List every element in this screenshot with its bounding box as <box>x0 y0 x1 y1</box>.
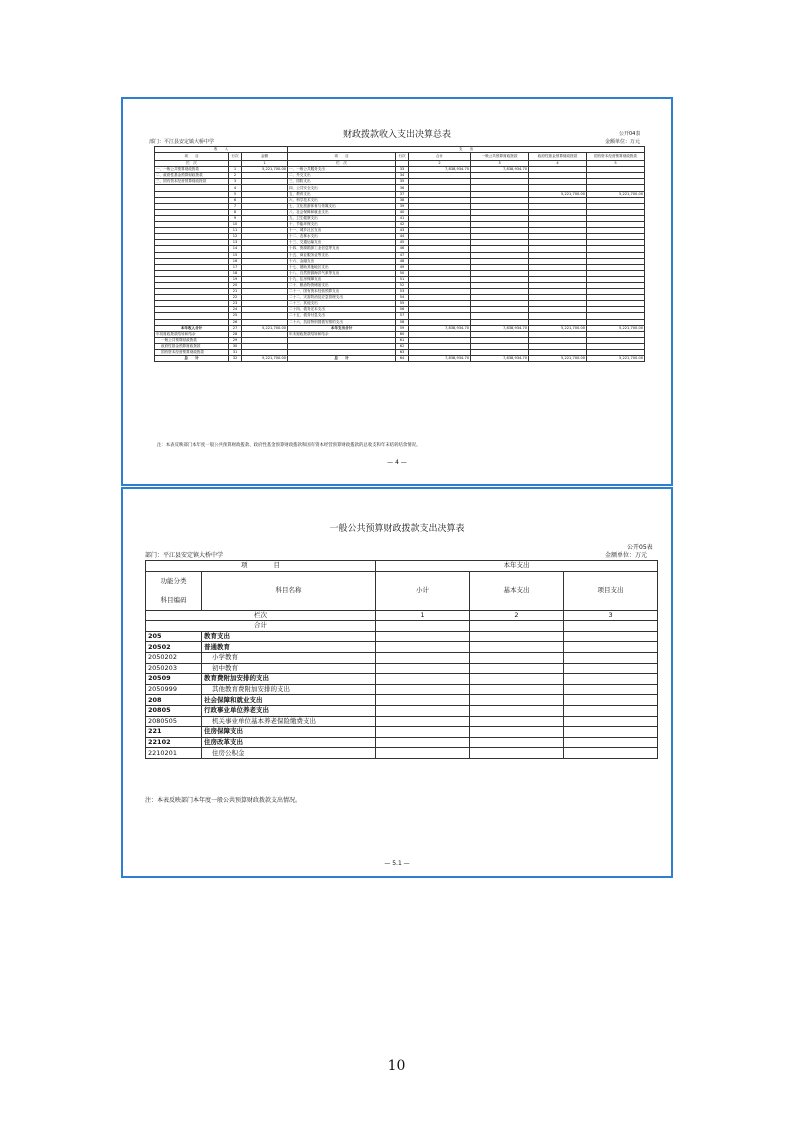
income-row-no: 14 <box>229 246 242 252</box>
subject-name: 社会保障和就业支出 <box>202 695 376 706</box>
income-row-no: 3 <box>229 179 242 185</box>
col-income-item: 项 目 <box>155 153 229 161</box>
expense-row-no: 42 <box>396 222 409 228</box>
carry-ex-item: 年末财政拨款结转和结余 <box>288 331 396 337</box>
amount-cell <box>564 705 658 716</box>
grand-total: 7,838,934.70 <box>409 356 471 362</box>
income-row-no: 13 <box>229 240 242 246</box>
expense-total-general: 7,838,934.70 <box>471 325 529 331</box>
lanci-col-1: 1 <box>376 610 470 621</box>
income-row-no: 9 <box>229 215 242 221</box>
income-row-no: 19 <box>229 276 242 282</box>
amount-cell <box>564 684 658 695</box>
amount-cell <box>470 727 564 738</box>
amount-cell <box>470 748 564 759</box>
income-row-no: 1 <box>229 167 242 173</box>
subject-name: 住房改革支出 <box>202 737 376 748</box>
income-row-no: 11 <box>229 228 242 234</box>
expense-item: 九、卫生健康支出 <box>288 215 396 221</box>
amount-cell <box>564 737 658 748</box>
subject-name: 机关事业单位基本养老保险缴费支出 <box>202 716 376 727</box>
expense-row-no: 45 <box>396 240 409 246</box>
expense-item: 三、国防支出 <box>288 179 396 185</box>
expense-row-no: 50 <box>396 270 409 276</box>
doc2-expense-table <box>145 560 658 759</box>
amount-cell <box>470 663 564 674</box>
subject-name: 教育支出 <box>202 631 376 642</box>
carry-ex-no: 60 <box>396 331 409 337</box>
table-row <box>146 663 658 674</box>
lanci-label-2: 栏 次 <box>288 161 396 167</box>
carry-in-item: 国有资本经营预算财政拨款 <box>155 350 229 356</box>
carry-ex-no: 62 <box>396 343 409 349</box>
income-row-no: 26 <box>229 319 242 325</box>
income-amount: 5,221,700.00 <box>242 167 288 173</box>
amount-cell <box>376 727 470 738</box>
col-year-expense: 本年支出 <box>376 561 658 572</box>
doc2-note: 注：本表反映部门本年度一般公共预算财政拨款支出情况。 <box>145 797 302 804</box>
income-total-amount: 5,221,700.00 <box>242 325 288 331</box>
document-page-5 <box>121 487 673 878</box>
amount-cell <box>564 748 658 759</box>
table-row <box>146 748 658 759</box>
expense-row-no: 58 <box>396 319 409 325</box>
expense-row-no: 55 <box>396 301 409 307</box>
amount-cell <box>564 663 658 674</box>
income-row-no: 7 <box>229 203 242 209</box>
table-row <box>146 716 658 727</box>
amount-cell <box>376 631 470 642</box>
income-row-no: 24 <box>229 307 242 313</box>
lanci-col-3: 3 <box>564 610 658 621</box>
expense-item: 二十四、债务还本支出 <box>288 307 396 313</box>
subject-name: 普通教育 <box>202 642 376 653</box>
income-row-no: 23 <box>229 301 242 307</box>
amount-cell <box>376 642 470 653</box>
table-row <box>146 727 658 738</box>
amount-cell <box>376 674 470 685</box>
amount-cell <box>470 737 564 748</box>
col-expense-row: 行次 <box>396 153 409 161</box>
lanci-row: 栏次 <box>146 610 376 621</box>
col-proj: 项目支出 <box>564 571 658 610</box>
amount-cell <box>564 727 658 738</box>
expense-row-no: 46 <box>396 246 409 252</box>
doc1-summary-table <box>154 146 645 362</box>
carry-ex-no: 61 <box>396 337 409 343</box>
expense-row-no: 39 <box>396 203 409 209</box>
expense-item: 十、节能环保支出 <box>288 222 396 228</box>
expense-row-no: 40 <box>396 209 409 215</box>
expense-total-total: 7,838,934.70 <box>409 325 471 331</box>
table-row <box>146 737 658 748</box>
subject-code: 2050203 <box>146 663 202 674</box>
income-row-no: 4 <box>229 185 242 191</box>
expense-total-state: 5,221,700.00 <box>587 325 645 331</box>
income-row-no: 2 <box>229 173 242 179</box>
expense-row-no: 47 <box>396 252 409 258</box>
col-subtotal: 小计 <box>376 571 470 610</box>
lanci-3: 3 <box>471 161 529 167</box>
amount-cell <box>564 652 658 663</box>
expense-item: 十七、援助其他地区支出 <box>288 264 396 270</box>
expense-item: 十四、资源勘探工业信息等支出 <box>288 246 396 252</box>
expense-general: 7,838,934.70 <box>471 167 529 173</box>
doc2-form-code: 公开05表 <box>627 544 653 551</box>
income-header: 收 入 <box>155 147 288 153</box>
income-row-no: 22 <box>229 295 242 301</box>
col-state: 国有资本经营预算财政拨款 <box>587 153 645 161</box>
subject-name: 其他教育费附加安排的支出 <box>202 684 376 695</box>
amount-cell <box>376 695 470 706</box>
subject-code: 20805 <box>146 705 202 716</box>
expense-item: 十六、金融支出 <box>288 258 396 264</box>
table-row <box>146 695 658 706</box>
grand-ex-no: 64 <box>396 356 409 362</box>
lanci-5: 5 <box>587 161 645 167</box>
col-income-row: 行次 <box>229 153 242 161</box>
expense-item: 二十三、其他支出 <box>288 301 396 307</box>
lanci-2: 2 <box>409 161 471 167</box>
expense-row-no: 33 <box>396 167 409 173</box>
subject-code: 2210201 <box>146 748 202 759</box>
income-row-no: 17 <box>229 264 242 270</box>
subject-code: 2050202 <box>146 652 202 663</box>
amount-cell <box>470 684 564 695</box>
carry-in-no: 29 <box>229 337 242 343</box>
expense-total: 7,838,934.70 <box>409 167 471 173</box>
expense-row-no: 35 <box>396 179 409 185</box>
income-row-no: 25 <box>229 313 242 319</box>
income-row-no: 15 <box>229 252 242 258</box>
expense-row-no: 57 <box>396 313 409 319</box>
amount-cell <box>564 716 658 727</box>
col-code: 科目编码 <box>146 591 202 611</box>
expense-row-no: 44 <box>396 234 409 240</box>
carry-in-item: 一般公共预算财政拨款 <box>155 337 229 343</box>
grand-general: 7,838,934.70 <box>471 356 529 362</box>
income-item: 二、政府性基金预算财政拨款 <box>155 173 229 179</box>
table-row <box>146 642 658 653</box>
doc1-page-number: — 4 — <box>387 459 407 466</box>
col-basic: 基本支出 <box>470 571 564 610</box>
amount-cell <box>376 684 470 695</box>
expense-item: 一、一般公共服务支出 <box>288 167 396 173</box>
subject-code: 205 <box>146 631 202 642</box>
col-income-amount: 金额 <box>242 153 288 161</box>
col-total: 合计 <box>409 153 471 161</box>
subject-code: 2080505 <box>146 716 202 727</box>
expense-row-no: 56 <box>396 307 409 313</box>
income-row-no: 20 <box>229 282 242 288</box>
doc1-department: 部门：平江县安定镇大桥中学 <box>149 139 215 145</box>
subject-code: 22102 <box>146 737 202 748</box>
subject-name: 小学教育 <box>202 652 376 663</box>
col-general: 一般公共预算财政拨款 <box>471 153 529 161</box>
grand-ex-label: 总 计 <box>288 356 396 362</box>
expense-total-label: 本年支出合计 <box>288 325 396 331</box>
total-row-label: 合计 <box>146 621 376 632</box>
subject-name: 教育费附加安排的支出 <box>202 674 376 685</box>
income-row-no: 21 <box>229 289 242 295</box>
doc1-unit: 金额单位：万元 <box>605 139 641 145</box>
expense-item: 二十五、债务付息支出 <box>288 313 396 319</box>
expense-state: 5,221,700.00 <box>587 191 645 197</box>
income-row-no: 18 <box>229 270 242 276</box>
lanci-label: 栏 次 <box>155 161 229 167</box>
amount-cell <box>470 705 564 716</box>
expense-item: 十一、城乡社区支出 <box>288 228 396 234</box>
grand-total-label: 总 计 <box>155 356 229 362</box>
expense-item: 二十一、国有资本经营预算支出 <box>288 289 396 295</box>
amount-cell <box>564 695 658 706</box>
carry-in-item: 政府性基金预算财政拨款 <box>155 343 229 349</box>
subject-code: 208 <box>146 695 202 706</box>
carry-in-no: 31 <box>229 350 242 356</box>
table-row <box>146 674 658 685</box>
grand-in-no: 32 <box>229 356 242 362</box>
expense-item: 十三、交通运输支出 <box>288 240 396 246</box>
expense-row-no: 36 <box>396 185 409 191</box>
subject-name: 住房公积金 <box>202 748 376 759</box>
table-row <box>146 631 658 642</box>
income-row-no: 16 <box>229 258 242 264</box>
amount-cell <box>564 642 658 653</box>
expense-item: 四、公共安全支出 <box>288 185 396 191</box>
income-row-no: 8 <box>229 209 242 215</box>
expense-item: 十九、住房保障支出 <box>288 276 396 282</box>
amount-cell <box>470 631 564 642</box>
amount-cell <box>470 652 564 663</box>
expense-row-no: 34 <box>396 173 409 179</box>
lanci-1: 1 <box>242 161 288 167</box>
expense-row-no: 48 <box>396 258 409 264</box>
expense-row-no: 37 <box>396 191 409 197</box>
subject-name: 初中教育 <box>202 663 376 674</box>
amount-cell <box>376 663 470 674</box>
grand-in-amount: 5,221,700.00 <box>242 356 288 362</box>
subject-name: 行政事业单位养老支出 <box>202 705 376 716</box>
lanci-4: 4 <box>529 161 587 167</box>
amount-cell <box>470 695 564 706</box>
amount-cell <box>470 674 564 685</box>
carry-in-no: 30 <box>229 343 242 349</box>
expense-item: 六、科学技术支出 <box>288 197 396 203</box>
expense-fund: 5,221,700.00 <box>529 191 587 197</box>
col-expense-item: 项 目 <box>288 153 396 161</box>
subject-name: 住房保障支出 <box>202 727 376 738</box>
col-fund: 政府性基金预算财政拨款 <box>529 153 587 161</box>
expense-item: 十二、农林水支出 <box>288 234 396 240</box>
amount-cell <box>470 642 564 653</box>
lanci-col-2: 2 <box>470 610 564 621</box>
expense-row-no: 43 <box>396 228 409 234</box>
grand-fund: 5,221,700.00 <box>529 356 587 362</box>
expense-total-no: 59 <box>396 325 409 331</box>
carry-in-no: 28 <box>229 331 242 337</box>
income-total-no: 27 <box>229 325 242 331</box>
expense-row-no: 51 <box>396 276 409 282</box>
income-item: 三、国有资本经营预算财政拨款 <box>155 179 229 185</box>
page-number: 10 <box>387 1058 406 1074</box>
doc1-form-code: 公开04表 <box>619 131 641 137</box>
expense-item: 二十、粮油物资储备支出 <box>288 282 396 288</box>
income-row-no: 10 <box>229 222 242 228</box>
doc1-title: 财政拨款收入支出决算总表 <box>342 130 451 140</box>
expense-item: 二、外交支出 <box>288 173 396 179</box>
table-row <box>146 705 658 716</box>
amount-cell <box>376 652 470 663</box>
subject-code: 2050999 <box>146 684 202 695</box>
doc2-unit: 金额单位：万元 <box>605 552 648 559</box>
amount-cell <box>376 737 470 748</box>
doc2-title: 一般公共预算财政拨款支出决算表 <box>329 524 465 534</box>
income-total-label: 本年收入合计 <box>155 325 229 331</box>
expense-item: 八、社会保障和就业支出 <box>288 209 396 215</box>
expense-item: 二十二、灾害防治及应急管理支出 <box>288 295 396 301</box>
expense-header: 支 出 <box>288 147 645 153</box>
expense-row-no: 53 <box>396 289 409 295</box>
subject-code: 20502 <box>146 642 202 653</box>
carry-in-item: 年初财政拨款结转和结余 <box>155 331 229 337</box>
expense-item: 五、教育支出 <box>288 191 396 197</box>
amount-cell <box>376 748 470 759</box>
amount-cell <box>564 631 658 642</box>
table-row <box>146 652 658 663</box>
col-func: 功能分类 <box>146 571 202 591</box>
subject-code: 221 <box>146 727 202 738</box>
income-row-no: 6 <box>229 197 242 203</box>
expense-item: 七、文化旅游体育与传媒支出 <box>288 203 396 209</box>
doc2-department: 部门：平江县安定镇大桥中学 <box>145 552 224 559</box>
carry-ex-no: 63 <box>396 350 409 356</box>
table-row <box>146 684 658 695</box>
expense-row-no: 49 <box>396 264 409 270</box>
col-name: 科目名称 <box>202 571 376 610</box>
expense-item: 二十六、抗疫特别国债安排的支出 <box>288 319 396 325</box>
expense-total-fund: 5,221,700.00 <box>529 325 587 331</box>
expense-item: 十五、商业服务业等支出 <box>288 252 396 258</box>
grand-state: 5,221,700.00 <box>587 356 645 362</box>
col-project: 项 目 <box>146 561 376 572</box>
document-page-4 <box>121 97 673 486</box>
subject-code: 20509 <box>146 674 202 685</box>
expense-row-no: 41 <box>396 215 409 221</box>
amount-cell <box>564 674 658 685</box>
amount-cell <box>376 705 470 716</box>
amount-cell <box>376 716 470 727</box>
doc1-note: 注：本表反映部门本年度一般公共预算财政拨款、政府性基金预算财政拨款和国有资本经营预算财政拨款的总收支和年末结转结余情况。 <box>157 443 421 448</box>
expense-item: 十八、自然资源海洋气象等支出 <box>288 270 396 276</box>
expense-row-no: 38 <box>396 197 409 203</box>
expense-row-no: 52 <box>396 282 409 288</box>
expense-row-no: 54 <box>396 295 409 301</box>
income-row-no: 5 <box>229 191 242 197</box>
doc2-page-number: — 5.1 — <box>384 860 410 867</box>
income-item: 一、一般公共预算财政拨款 <box>155 167 229 173</box>
income-row-no: 12 <box>229 234 242 240</box>
amount-cell <box>470 716 564 727</box>
